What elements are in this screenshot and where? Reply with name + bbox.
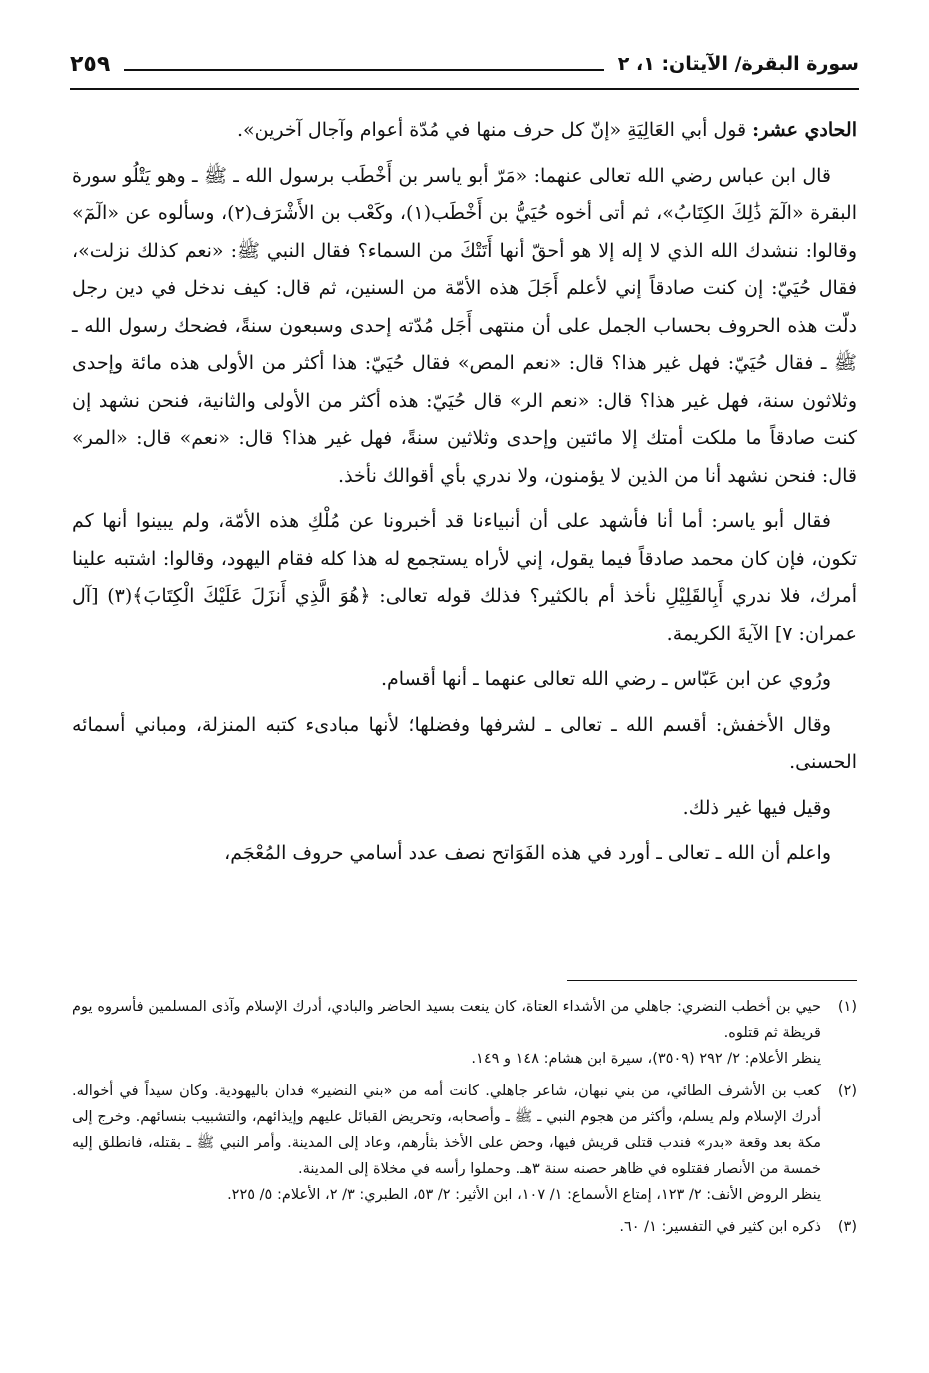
footnote-number: (٣) (837, 1219, 857, 1235)
footnote-line: حيي بن أخطب النضري: جاهلي من الأشداء العتاة، كان ينعت بسيد الحاضر والبادي، أدرك الإسلام وآذى المسلمين فأسروه يوم قريظة ثم قتلوه. (72, 999, 821, 1041)
footnotes (72, 994, 857, 1246)
paragraph-abu-yasir: فقال أبو ياسر: أما أنا فأشهد على أن أنبياءنا قد أخبرونا عن مُلْكِ هذه الأمّة، ولم يبينوا أنها كم تكون، فإن كان محمد صادقاً فيما يقول، إني لأراه يستجمع له هذا كله فقام اليهود، وقالوا: اشتبه علينا أمرك، فلا ندري أَبِالقَلِيْلِ نأخذ أم بالكثير؟ فذلك قوله تعالى: ﴿هُوَ الَّذِي أَنزَلَ عَلَيْكَ الْكِتَابَ﴾(٣) [آل عمران: ٧] الآيةَ الكريمة. (72, 510, 857, 645)
paragraph-aqsam: ورُوي عن ابن عَبّاس ـ رضي الله تعالى عنهما ـ أنها أقسام. (380, 668, 831, 690)
footnote-number: (٢) (837, 1083, 857, 1099)
running-header (70, 46, 859, 82)
paragraph-text: قول أبي العَالِيَةِ «إنّ كل حرف منها في مُدّة أعوام وآجال آخرين». (236, 119, 753, 141)
footnote-line: ينظر الأعلام: ٢/ ٢٩٢ (٣٥٠٩)، سيرة ابن هشام: ١٤٨ و ١٤٩. (471, 1051, 821, 1067)
footnote-line: ينظر الروض الأنف: ٢/ ١٢٣، إمتاع الأسماع: ١/ ١٠٧، ابن الأثير: ٢/ ٥٣، الطبري: ٣/ ٢، الأعلام: ٥/ ٢٢٥. (227, 1187, 821, 1203)
paragraph-fawatih: واعلم أن الله ـ تعالى ـ أورد في هذه الفَوَاتح نصف عدد أسامي حروف المُعْجَم، (224, 842, 831, 864)
paragraph-eleventh (72, 112, 857, 150)
paragraph-akhfash: وقال الأخفش: أقسم الله ـ تعالى ـ لشرفها وفضلها؛ لأنها مبادىء كتبه المنزلة، ومباني أسمائه الحسنى. (72, 713, 857, 773)
footnote-line: ذكره ابن كثير في التفسير: ١/ ٦٠. (619, 1219, 821, 1235)
footnote-separator (567, 980, 857, 981)
footnote (72, 1214, 857, 1240)
paragraph-other-views: وقيل فيها غير ذلك. (682, 796, 831, 819)
footnote (72, 1078, 857, 1208)
paragraph-label: الحادي عشر: (752, 119, 857, 141)
footnote-number: (١) (837, 999, 857, 1015)
paragraph-ibn-abbas: قال ابن عباس رضي الله تعالى عنهما: «مَرّ أبو ياسر بن أَخْطَب برسول الله ـ ﷺ ـ وهو يَتْلُو سورة البقرة «الٓمٓ ذَٰلِكَ الكِتَابُ»، ثم أتى أخوه حُيَيُّ بن أَخْطَب(١)، وكَعْب بن الأَشْرَف(٢)، وسألوه عن «الٓمٓ» وقالوا: ننشدك الله الذي لا إله إلا هو أحقّ أنها أَتَتْكَ من السماء؟ فقال النبي ﷺ: «نعم كذلك نزلت»، فقال حُيَيّ: إن كنت صادقاً إني لأعلم أَجَلَ هذه الأمّة من السنين، ثم قال: كيف ندخل في دين رجل دلّت هذه الحروف بحساب الجمل على أن منتهى أَجَل مُدّته إحدى وسبعون سنةً، فضحك رسول الله ـ ﷺ ـ فقال حُيَيّ: فهل غير هذا؟ قال: «نعم المص» فقال حُيَيّ: هذا أكثر من الأولى هذه مائة وإحدى وثلاثون سنة، فهل غير هذا؟ قال: «نعم الر» قال حُيَيّ: هذه أكثر من الأولى والثانية، فنحن نشهد إن كنت صادقاً ما ملكت أمتك إلا مائتين وإحدى وثلاثين سنةً، فهل غير هذا؟ قال: «نعم» قال: «المر» قال: فنحن نشهد أنا من الذين لا يؤمنون، ولا ندري بأي أقوالك نأخذ. (72, 164, 857, 487)
page-number: ٢٥٩ (70, 51, 111, 77)
footnote-line: كعب بن الأشرف الطائي، من بني نبهان، شاعر جاهلي. كانت أمه من «بني النضير» فدان باليهودية. وكان سيداً في أخواله. أدرك الإسلام ولم يسلم، وأكثر من هجوم النبي ـ ﷺ ـ وأصحابه، وتحريض القبائل عليهم وإيذائهم، والتشبيب بنسائهم. وخرج إلى مكة بعد وقعة «بدر» فندب قتلى قريش فيها، وحض على الأخذ بثأرهم، وعاد إلى المدينة. وأمر النبي ﷺ ـ بقتله، فانطلق إليه خمسة من الأنصار فقتلوه في ظاهر حصنه سنة ٣هـ. وحملوا رأسه في مخلاة إلى المدينة. (72, 1083, 821, 1177)
surah-title: سورة البقرة/ الآيتان: ١، ٢ (617, 53, 859, 75)
header-rule (70, 88, 859, 90)
main-text (72, 112, 857, 881)
footnote (72, 994, 857, 1072)
header-fill-line (124, 69, 603, 71)
